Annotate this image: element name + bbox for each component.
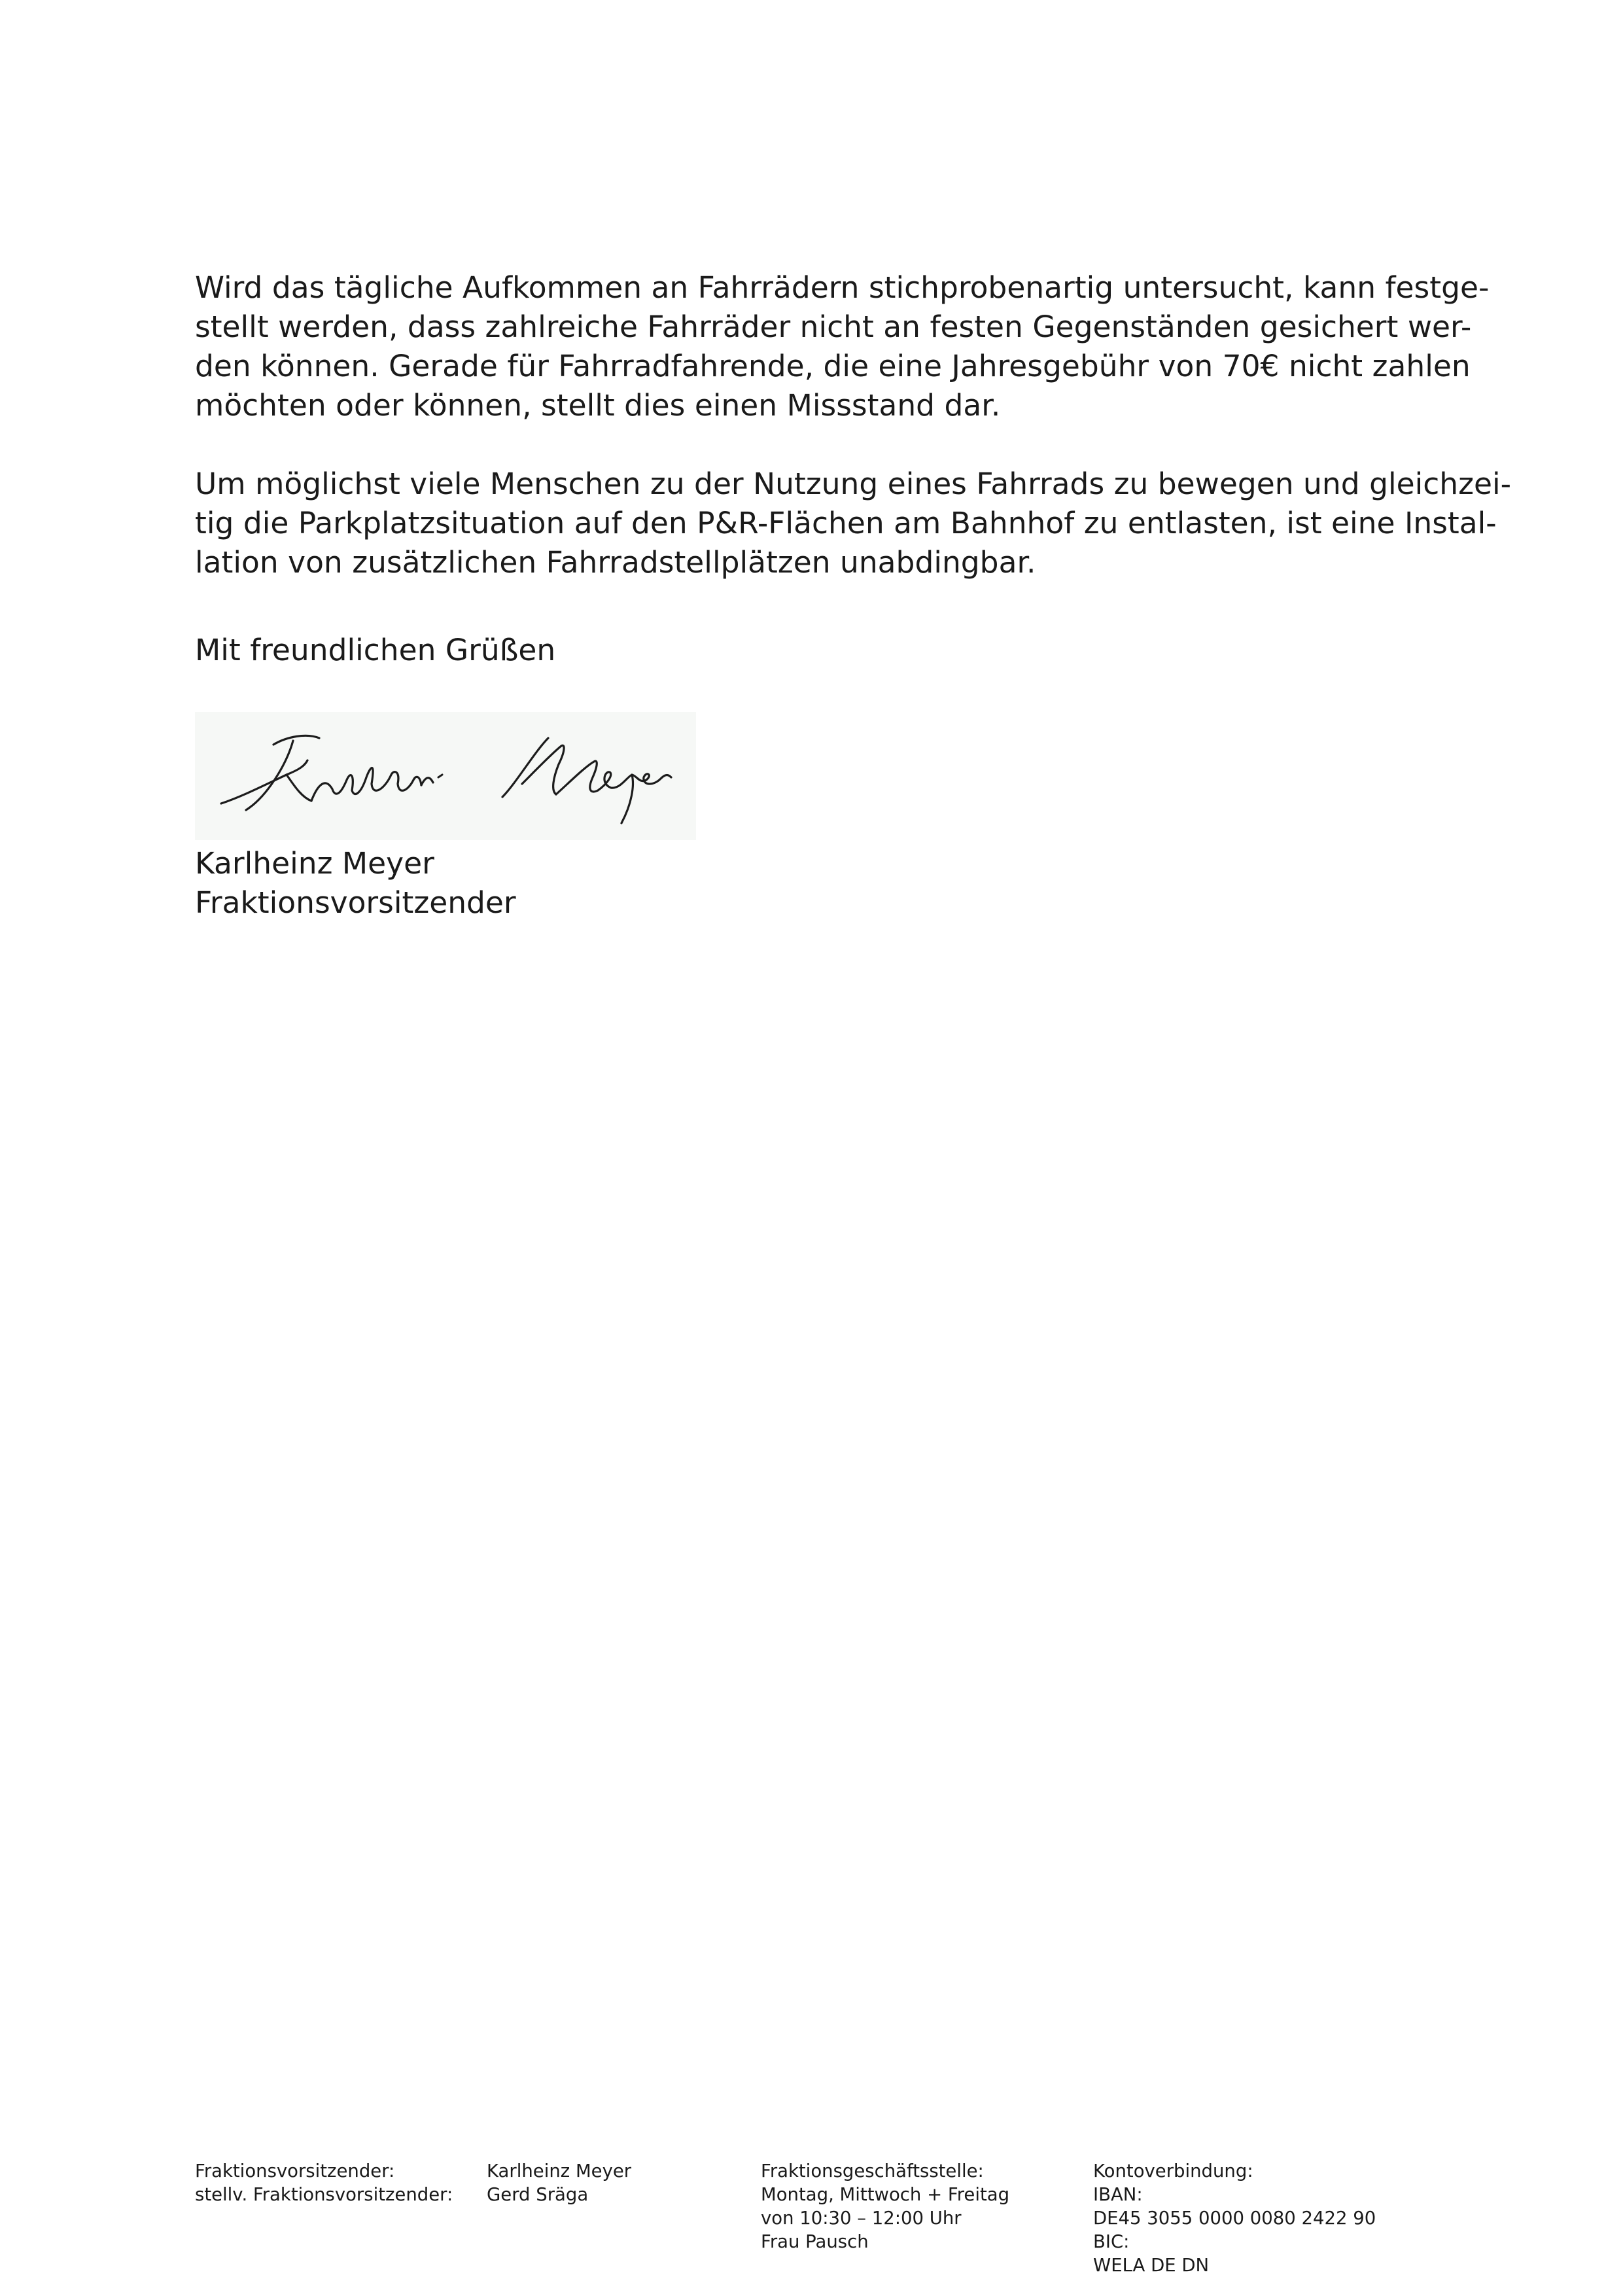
footer-roles bbox=[195, 2159, 453, 2206]
paragraph-1 bbox=[195, 268, 1490, 425]
signer-block bbox=[195, 844, 516, 923]
text-line: Um möglichst viele Menschen zu der Nutzung eines Fahrrads zu bewegen und gleichzei- bbox=[195, 467, 1512, 501]
footer-text: Fraktionsgeschäftsstelle: bbox=[761, 2161, 984, 2181]
text-line: möchten oder können, stellt dies einen Missstand dar. bbox=[195, 388, 1001, 423]
text-line: Wird das tägliche Aufkommen an Fahrrädern stichprobenartig untersucht, kann festge- bbox=[195, 270, 1490, 305]
bic-value: WELA DE DN bbox=[1093, 2255, 1210, 2276]
footer-text: Fraktionsvorsitzender: bbox=[195, 2161, 395, 2181]
footer-office bbox=[761, 2159, 1009, 2253]
footer-text: Gerd Sräga bbox=[487, 2184, 589, 2205]
text-line: lation von zusätzlichen Fahrradstellplätzen unabdingbar. bbox=[195, 545, 1036, 580]
footer-text: von 10:30 – 12:00 Uhr bbox=[761, 2208, 962, 2229]
footer-iban-row bbox=[1093, 2183, 1376, 2230]
bic-label: BIC: bbox=[1093, 2231, 1130, 2252]
paragraph-2 bbox=[195, 465, 1512, 582]
closing-greeting: Mit freundlichen Grüßen bbox=[195, 633, 556, 667]
iban-value: DE45 3055 0000 0080 2422 90 bbox=[1093, 2208, 1376, 2229]
signer-role: Fraktionsvorsitzender bbox=[195, 885, 516, 920]
footer-text: stellv. Fraktionsvorsitzender: bbox=[195, 2184, 453, 2205]
footer-text: Montag, Mittwoch + Freitag bbox=[761, 2184, 1010, 2205]
text-line: den können. Gerade für Fahrradfahrende, die eine Jahresgebühr von 70€ nicht zahlen bbox=[195, 349, 1471, 383]
footer-text: Karlheinz Meyer bbox=[487, 2161, 632, 2181]
footer-names bbox=[487, 2159, 631, 2206]
text-line: stellt werden, dass zahlreiche Fahrräder nicht an festen Gegenständen gesichert wer- bbox=[195, 309, 1472, 344]
footer-bank-title: Kontoverbindung: bbox=[1093, 2161, 1253, 2181]
footer-text: Frau Pausch bbox=[761, 2231, 869, 2252]
footer-bank bbox=[1093, 2159, 1376, 2277]
footer-bic-row bbox=[1093, 2230, 1376, 2277]
handwritten-signature bbox=[195, 712, 696, 840]
letter-body bbox=[195, 268, 1512, 582]
iban-label: IBAN: bbox=[1093, 2184, 1143, 2205]
text-line: tig die Parkplatzsituation auf den P&R-Flächen am Bahnhof zu entlasten, ist eine Instal- bbox=[195, 506, 1497, 540]
signer-name: Karlheinz Meyer bbox=[195, 846, 434, 881]
